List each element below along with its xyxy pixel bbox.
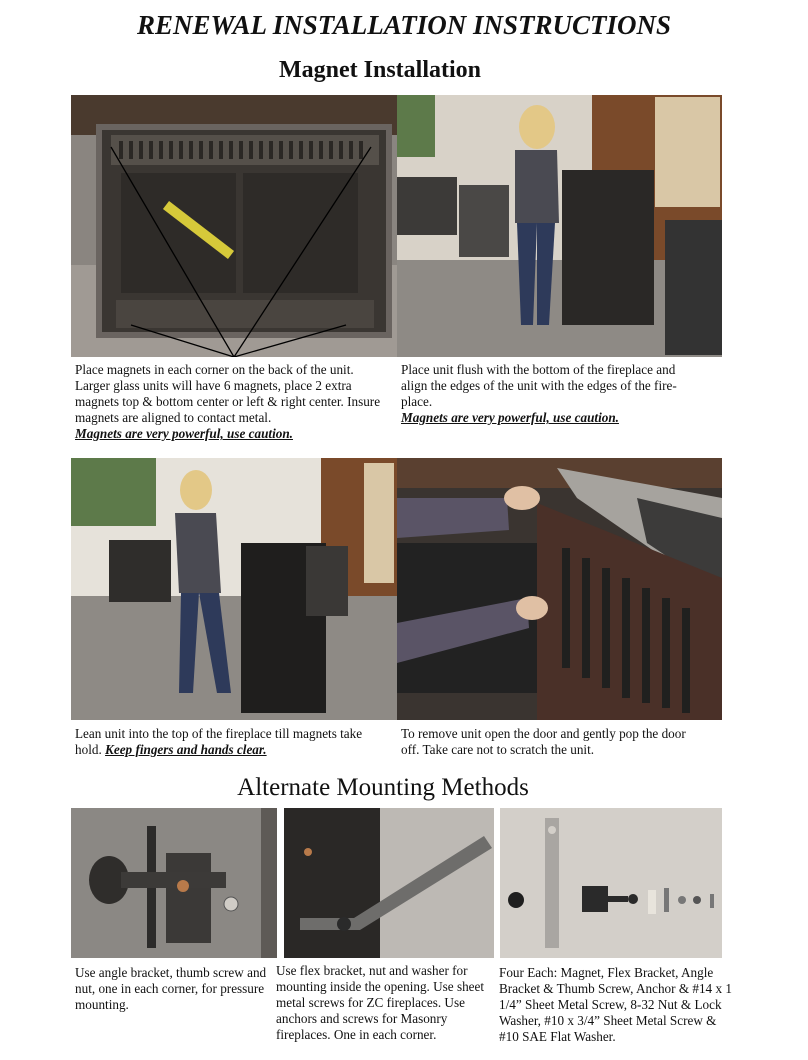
- alt-1-caption: Use angle bracket, thumb screw and nut, one in each corner, for pressure mounting.: [75, 965, 267, 1012]
- step-3-caption: [75, 726, 390, 758]
- photo-hardware-kit: [500, 808, 722, 958]
- photo-unit-back-magnets: [71, 95, 397, 357]
- step-4-text: To remove unit open the door and gently pop the door off. Take care not to scratch the unit.: [401, 726, 686, 757]
- section-title-magnet-installation: Magnet Installation: [278, 57, 481, 83]
- step-1-warning: Magnets are very powerful, use caution.: [75, 426, 293, 441]
- alt-2-caption: Use flex bracket, nut and washer for mounting inside the opening. Use sheet metal screws for ZC fireplaces. Use anchors and screws for Masonry fireplaces. One in each corner.: [276, 963, 485, 1042]
- step-1-caption: [75, 362, 390, 442]
- step-2-caption: [401, 362, 701, 426]
- step-2-warning: Magnets are very powerful, use caution.: [401, 410, 619, 425]
- alt-3-caption: Four Each: Magnet, Flex Bracket, Angle Bracket & Thumb Screw, Anchor & #14 x 1 1/4” Sheet Metal Screw, 8-32 Nut & Lock Washer, #10 x 3/4” Sheet Metal Screw & #10 SAE Flat Washer.: [499, 965, 732, 1044]
- step-3-text: Lean unit into the top of the fireplace till magnets take hold.: [75, 726, 363, 757]
- photo-flex-bracket: [284, 808, 494, 958]
- document-title: RENEWAL INSTALLATION INSTRUCTIONS: [136, 10, 672, 40]
- step-4-caption: [401, 726, 701, 758]
- photo-remove-door: [397, 458, 722, 720]
- step-1-text: Place magnets in each corner on the back of the unit. Larger glass units will have 6 magnets, place 2 extra magnets top & bottom center or left & right center. Insure magnets are aligned to contact metal.: [75, 362, 381, 425]
- photo-lean-unit-into-fireplace: [71, 458, 397, 720]
- photo-angle-bracket-thumb-screw: [71, 808, 277, 958]
- section-title-alternate-mounting: Alternate Mounting Methods: [237, 774, 529, 801]
- step-3-warning: Keep fingers and hands clear.: [105, 742, 267, 757]
- step-2-text: Place unit flush with the bottom of the fireplace and align the edges of the unit with the edges of the fire-place.: [401, 362, 677, 409]
- photo-place-unit-flush: [397, 95, 722, 357]
